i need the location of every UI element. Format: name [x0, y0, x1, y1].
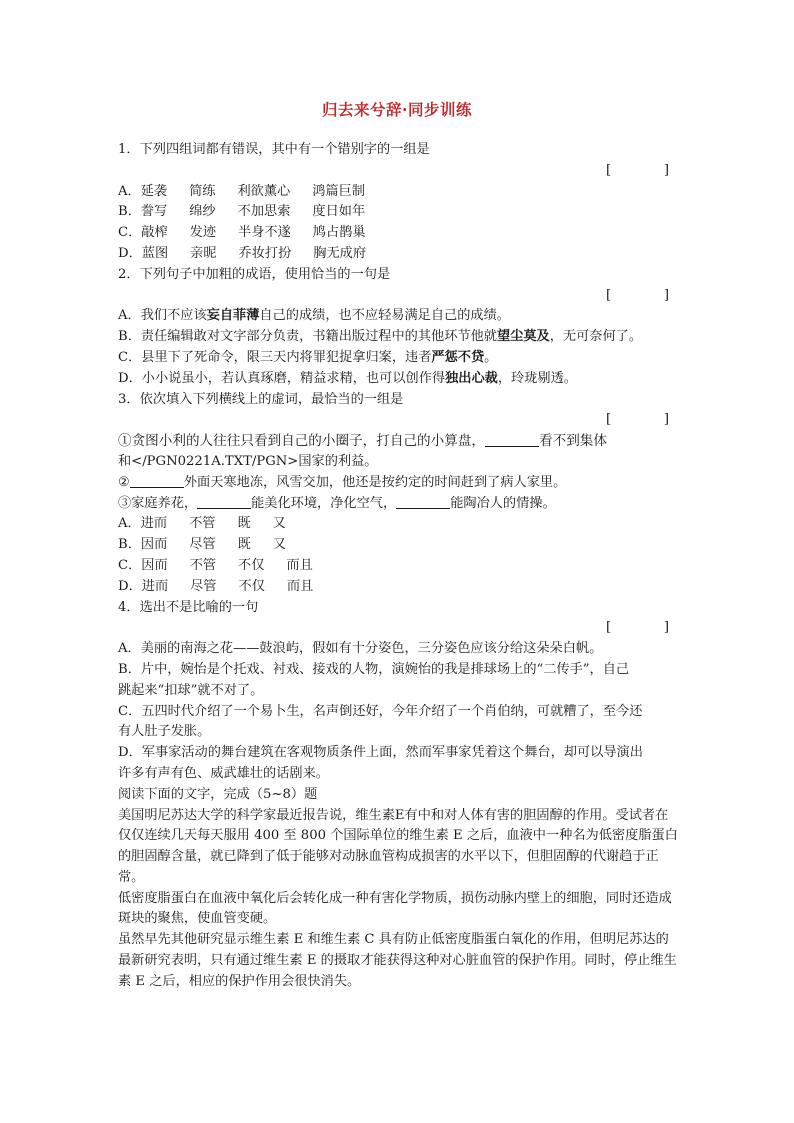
- q4-answer-bracket: [ ]: [606, 620, 670, 636]
- page-title: 归去来兮辞·同步训练: [322, 100, 472, 119]
- q3-sentence-1: ①贪图小利的人往往只看到自己的小圈子，打自己的小算盘， 看不到集体: [118, 433, 607, 450]
- q3-option-b: B．因而 尽管 既 又: [118, 537, 287, 553]
- q4-option-d-cont: 许多有声有色、威武雄壮的话剧来。: [118, 765, 329, 781]
- q4-stem: 4．选出不是比喻的一句: [118, 599, 259, 615]
- q1-answer-bracket: [ ]: [606, 162, 670, 178]
- reading-paragraph-2: 低密度脂蛋白在血液中氧化后会转化成一种有害化学物质，损伤动脉内壁上的细胞，同时还造成斑块的聚焦，使血管变硬。: [118, 890, 672, 927]
- q1-option-d: D．蓝图 亲昵 乔妆打扮 胸无成府: [118, 245, 367, 261]
- q4-option-b: B．片中，婉怡是个托戏、衬戏、接戏的人物，演婉怡的我是排球场上的“二传手”，自己: [118, 661, 630, 677]
- q1-option-b: B．誊写 绵纱 不加思索 度日如年: [118, 204, 366, 220]
- reading-paragraph-3: 虽然早先其他研究显示维生素 E 和维生素 C 具有防止低密度脂蛋白氧化的作用，但明尼苏达的最新研究表明，只有通过维生素 E 的摄取才能获得这种对心脏血管的保护作用。同时，停止维生素 E 之后，相应的保护作用会很快消失。: [118, 932, 677, 989]
- q4-option-c-cont: 有人肚子发胀。: [118, 724, 211, 740]
- q4-option-a: A．美丽的南海之花——鼓浪屿，假如有十分姿色，三分姿色应该分给这朵朵白帆。: [118, 641, 603, 657]
- q2-answer-bracket: [ ]: [606, 287, 670, 303]
- q3-sentence-2: ② 外面天寒地冻，风雪交加，他还是按约定的时间赶到了病人家里。: [118, 474, 567, 490]
- q1-option-a: A．延袭 简练 利欲薰心 鸿篇巨制: [118, 183, 365, 199]
- q3-option-a: A．进而 不管 既 又: [118, 516, 286, 532]
- fill-blank: [485, 432, 539, 447]
- q2-option-a: A．我们不应该妄自菲薄自己的成绩，也不应轻易满足自己的成绩。: [118, 308, 510, 324]
- reading-intro: 阅读下面的文字，完成（5~8）题: [118, 786, 318, 802]
- q3-sentence-1-cont: 和</PGN0221A.TXT/PGN>国家的利益。: [118, 453, 378, 469]
- q3-option-d: D．进而 尽管 不仅 而且: [118, 578, 314, 594]
- q4-option-b-cont: 跳起来“扣球”就不对了。: [118, 682, 264, 698]
- q2-option-c: C．县里下了死命令，限三天内将罪犯捉拿归案，违者严惩不贷。: [118, 349, 498, 365]
- q1-stem: 1．下列四组词都有错误，其中有一个错别字的一组是: [118, 142, 430, 157]
- fill-blank: [130, 473, 184, 488]
- reading-paragraph-1: 美国明尼苏达大学的科学家最近报告说，维生素E有中和对人体有害的胆固醇的作用。受试者在仅仅连续几天每天服用 400 至 800 个国际单位的维生素 E 之后，血液中一种名为低密度脂蛋白的胆固醇含量，就已降到了低于能够对动脉血管构成损害的水平以下，但胆固醇的代谢趋于正常。: [118, 807, 678, 885]
- q3-sentence-3: ③家庭养花， 能美化环境，净化空气， 能陶冶人的情操。: [118, 495, 556, 511]
- q3-option-c: C．因而 不管 不仅 而且: [118, 557, 313, 573]
- q4-option-c: C．五四时代介绍了一个易卜生，名声倒还好，今年介绍了一个肖伯纳，可就糟了，至今还: [118, 703, 643, 719]
- fill-blank: [197, 494, 251, 509]
- q2-stem: 2．下列句子中加粗的成语，使用恰当的一句是: [118, 266, 391, 282]
- q4-option-d: D．军事家活动的舞台建筑在客观物质条件上面，然而军事家凭着这个舞台，却可以导演出: [118, 745, 643, 761]
- q3-answer-bracket: [ ]: [606, 412, 670, 428]
- q2-option-b: B．责任编辑敢对文字部分负责，书籍出版过程中的其他环节他就望尘莫及，无可奈何了。: [118, 329, 643, 345]
- content: [118, 140, 678, 993]
- fill-blank: [396, 494, 450, 509]
- q3-stem: 3．依次填入下列横线上的虚词，最恰当的一组是: [118, 391, 404, 407]
- q1-option-c: C．敲榨 发迹 半身不遂 鸠占鹊巢: [118, 225, 366, 241]
- q2-option-d: D．小小说虽小，若认真琢磨，精益求精，也可以创作得独出心裁，玲珑剔透。: [118, 370, 577, 386]
